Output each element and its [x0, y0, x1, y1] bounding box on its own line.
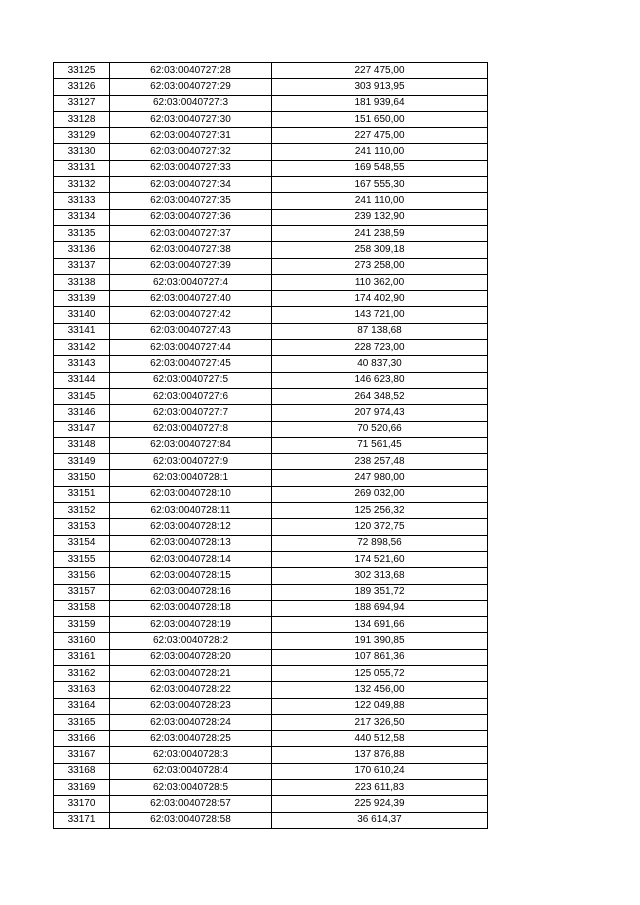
cadastral-number-cell: 62:03:0040728:10: [110, 486, 272, 502]
table-row: [54, 242, 488, 258]
value-cell: 303 913,95: [272, 79, 488, 95]
value-cell: 223 611,83: [272, 780, 488, 796]
value-cell: 273 258,00: [272, 258, 488, 274]
value-cell: 188 694,94: [272, 600, 488, 616]
value-cell: 217 326,50: [272, 714, 488, 730]
row-number-cell: 33137: [54, 258, 110, 274]
table-row: [54, 600, 488, 616]
row-number-cell: 33157: [54, 584, 110, 600]
value-cell: 125 256,32: [272, 503, 488, 519]
table-row: [54, 356, 488, 372]
value-cell: 181 939,64: [272, 95, 488, 111]
cadastral-number-cell: 62:03:0040727:45: [110, 356, 272, 372]
table-row: [54, 519, 488, 535]
cadastral-number-cell: 62:03:0040727:43: [110, 323, 272, 339]
table-row: [54, 177, 488, 193]
value-cell: 146 623,80: [272, 372, 488, 388]
table-row: [54, 486, 488, 502]
table-row: [54, 551, 488, 567]
table-row: [54, 340, 488, 356]
value-cell: 191 390,85: [272, 633, 488, 649]
row-number-cell: 33128: [54, 111, 110, 127]
value-cell: 107 861,36: [272, 649, 488, 665]
table-row: [54, 128, 488, 144]
cadastral-number-cell: 62:03:0040727:33: [110, 160, 272, 176]
cadastral-number-cell: 62:03:0040728:2: [110, 633, 272, 649]
table-row: [54, 421, 488, 437]
value-cell: 132 456,00: [272, 682, 488, 698]
table-row: [54, 568, 488, 584]
value-cell: 269 032,00: [272, 486, 488, 502]
table-row: [54, 160, 488, 176]
table-row: [54, 274, 488, 290]
cadastral-number-cell: 62:03:0040728:18: [110, 600, 272, 616]
table-row: [54, 209, 488, 225]
cadastral-number-cell: 62:03:0040727:35: [110, 193, 272, 209]
table-row: [54, 698, 488, 714]
cadastral-number-cell: 62:03:0040728:23: [110, 698, 272, 714]
row-number-cell: 33129: [54, 128, 110, 144]
cadastral-number-cell: 62:03:0040728:5: [110, 780, 272, 796]
table-row: [54, 144, 488, 160]
table-row: [54, 405, 488, 421]
table-row: [54, 258, 488, 274]
cadastral-number-cell: 62:03:0040727:39: [110, 258, 272, 274]
table-row: [54, 437, 488, 453]
row-number-cell: 33139: [54, 291, 110, 307]
value-cell: 440 512,58: [272, 731, 488, 747]
row-number-cell: 33135: [54, 225, 110, 241]
value-cell: 125 055,72: [272, 665, 488, 681]
table-row: [54, 665, 488, 681]
data-table: [53, 62, 488, 829]
row-number-cell: 33126: [54, 79, 110, 95]
cadastral-number-cell: 62:03:0040727:36: [110, 209, 272, 225]
row-number-cell: 33160: [54, 633, 110, 649]
value-cell: 87 138,68: [272, 323, 488, 339]
cadastral-number-cell: 62:03:0040728:12: [110, 519, 272, 535]
row-number-cell: 33131: [54, 160, 110, 176]
table-row: [54, 649, 488, 665]
table-row: [54, 682, 488, 698]
value-cell: 241 238,59: [272, 225, 488, 241]
value-cell: 189 351,72: [272, 584, 488, 600]
value-cell: 207 974,43: [272, 405, 488, 421]
row-number-cell: 33158: [54, 600, 110, 616]
row-number-cell: 33156: [54, 568, 110, 584]
row-number-cell: 33134: [54, 209, 110, 225]
value-cell: 72 898,56: [272, 535, 488, 551]
table-row: [54, 225, 488, 241]
row-number-cell: 33148: [54, 437, 110, 453]
row-number-cell: 33163: [54, 682, 110, 698]
table-row: [54, 714, 488, 730]
table-row: [54, 535, 488, 551]
row-number-cell: 33143: [54, 356, 110, 372]
row-number-cell: 33166: [54, 731, 110, 747]
cadastral-number-cell: 62:03:0040727:5: [110, 372, 272, 388]
value-cell: 302 313,68: [272, 568, 488, 584]
cadastral-number-cell: 62:03:0040727:34: [110, 177, 272, 193]
value-cell: 71 561,45: [272, 437, 488, 453]
row-number-cell: 33138: [54, 274, 110, 290]
cadastral-number-cell: 62:03:0040727:37: [110, 225, 272, 241]
row-number-cell: 33146: [54, 405, 110, 421]
value-cell: 143 721,00: [272, 307, 488, 323]
value-cell: 169 548,55: [272, 160, 488, 176]
cadastral-number-cell: 62:03:0040728:20: [110, 649, 272, 665]
row-number-cell: 33145: [54, 388, 110, 404]
cadastral-number-cell: 62:03:0040727:38: [110, 242, 272, 258]
cadastral-number-cell: 62:03:0040728:11: [110, 503, 272, 519]
cadastral-number-cell: 62:03:0040727:42: [110, 307, 272, 323]
row-number-cell: 33132: [54, 177, 110, 193]
value-cell: 227 475,00: [272, 128, 488, 144]
cadastral-number-cell: 62:03:0040728:3: [110, 747, 272, 763]
row-number-cell: 33164: [54, 698, 110, 714]
row-number-cell: 33159: [54, 617, 110, 633]
value-cell: 122 049,88: [272, 698, 488, 714]
cadastral-number-cell: 62:03:0040728:24: [110, 714, 272, 730]
cadastral-number-cell: 62:03:0040728:14: [110, 551, 272, 567]
cadastral-number-cell: 62:03:0040728:21: [110, 665, 272, 681]
table-row: [54, 812, 488, 828]
table-row: [54, 79, 488, 95]
cadastral-number-cell: 62:03:0040728:57: [110, 796, 272, 812]
value-cell: 264 348,52: [272, 388, 488, 404]
cadastral-number-cell: 62:03:0040727:9: [110, 454, 272, 470]
row-number-cell: 33155: [54, 551, 110, 567]
cadastral-number-cell: 62:03:0040727:32: [110, 144, 272, 160]
cadastral-number-cell: 62:03:0040727:4: [110, 274, 272, 290]
table-row: [54, 372, 488, 388]
table-body: [54, 63, 488, 829]
cadastral-number-cell: 62:03:0040728:25: [110, 731, 272, 747]
table-row: [54, 633, 488, 649]
cadastral-number-cell: 62:03:0040728:15: [110, 568, 272, 584]
table-row: [54, 388, 488, 404]
cadastral-number-cell: 62:03:0040728:4: [110, 763, 272, 779]
row-number-cell: 33150: [54, 470, 110, 486]
table-row: [54, 63, 488, 79]
value-cell: 228 723,00: [272, 340, 488, 356]
value-cell: 239 132,90: [272, 209, 488, 225]
table-row: [54, 470, 488, 486]
row-number-cell: 33127: [54, 95, 110, 111]
row-number-cell: 33169: [54, 780, 110, 796]
value-cell: 151 650,00: [272, 111, 488, 127]
row-number-cell: 33140: [54, 307, 110, 323]
value-cell: 227 475,00: [272, 63, 488, 79]
value-cell: 134 691,66: [272, 617, 488, 633]
cadastral-number-cell: 62:03:0040727:3: [110, 95, 272, 111]
table-row: [54, 763, 488, 779]
row-number-cell: 33170: [54, 796, 110, 812]
row-number-cell: 33167: [54, 747, 110, 763]
row-number-cell: 33154: [54, 535, 110, 551]
table-row: [54, 731, 488, 747]
row-number-cell: 33151: [54, 486, 110, 502]
table-row: [54, 503, 488, 519]
value-cell: 137 876,88: [272, 747, 488, 763]
cadastral-number-cell: 62:03:0040727:6: [110, 388, 272, 404]
value-cell: 241 110,00: [272, 193, 488, 209]
cadastral-number-cell: 62:03:0040727:30: [110, 111, 272, 127]
row-number-cell: 33168: [54, 763, 110, 779]
row-number-cell: 33130: [54, 144, 110, 160]
row-number-cell: 33165: [54, 714, 110, 730]
cadastral-number-cell: 62:03:0040727:7: [110, 405, 272, 421]
value-cell: 36 614,37: [272, 812, 488, 828]
row-number-cell: 33171: [54, 812, 110, 828]
row-number-cell: 33147: [54, 421, 110, 437]
row-number-cell: 33125: [54, 63, 110, 79]
row-number-cell: 33149: [54, 454, 110, 470]
table-row: [54, 323, 488, 339]
value-cell: 241 110,00: [272, 144, 488, 160]
value-cell: 225 924,39: [272, 796, 488, 812]
value-cell: 120 372,75: [272, 519, 488, 535]
table-row: [54, 307, 488, 323]
value-cell: 247 980,00: [272, 470, 488, 486]
value-cell: 70 520,66: [272, 421, 488, 437]
cadastral-number-cell: 62:03:0040728:16: [110, 584, 272, 600]
row-number-cell: 33161: [54, 649, 110, 665]
table-row: [54, 747, 488, 763]
value-cell: 40 837,30: [272, 356, 488, 372]
document-page: [53, 62, 487, 829]
cadastral-number-cell: 62:03:0040727:44: [110, 340, 272, 356]
table-row: [54, 291, 488, 307]
value-cell: 170 610,24: [272, 763, 488, 779]
table-row: [54, 111, 488, 127]
table-row: [54, 193, 488, 209]
row-number-cell: 33142: [54, 340, 110, 356]
row-number-cell: 33153: [54, 519, 110, 535]
cadastral-number-cell: 62:03:0040728:22: [110, 682, 272, 698]
value-cell: 238 257,48: [272, 454, 488, 470]
cadastral-number-cell: 62:03:0040727:28: [110, 63, 272, 79]
value-cell: 258 309,18: [272, 242, 488, 258]
row-number-cell: 33152: [54, 503, 110, 519]
row-number-cell: 33162: [54, 665, 110, 681]
cadastral-number-cell: 62:03:0040728:13: [110, 535, 272, 551]
cadastral-number-cell: 62:03:0040727:29: [110, 79, 272, 95]
value-cell: 110 362,00: [272, 274, 488, 290]
table-row: [54, 780, 488, 796]
cadastral-number-cell: 62:03:0040728:1: [110, 470, 272, 486]
table-row: [54, 454, 488, 470]
cadastral-number-cell: 62:03:0040727:8: [110, 421, 272, 437]
row-number-cell: 33133: [54, 193, 110, 209]
value-cell: 167 555,30: [272, 177, 488, 193]
table-row: [54, 796, 488, 812]
cadastral-number-cell: 62:03:0040728:58: [110, 812, 272, 828]
row-number-cell: 33144: [54, 372, 110, 388]
value-cell: 174 402,90: [272, 291, 488, 307]
cadastral-number-cell: 62:03:0040728:19: [110, 617, 272, 633]
cadastral-number-cell: 62:03:0040727:84: [110, 437, 272, 453]
table-row: [54, 95, 488, 111]
cadastral-number-cell: 62:03:0040727:40: [110, 291, 272, 307]
row-number-cell: 33136: [54, 242, 110, 258]
table-row: [54, 584, 488, 600]
row-number-cell: 33141: [54, 323, 110, 339]
cadastral-number-cell: 62:03:0040727:31: [110, 128, 272, 144]
value-cell: 174 521,60: [272, 551, 488, 567]
table-row: [54, 617, 488, 633]
